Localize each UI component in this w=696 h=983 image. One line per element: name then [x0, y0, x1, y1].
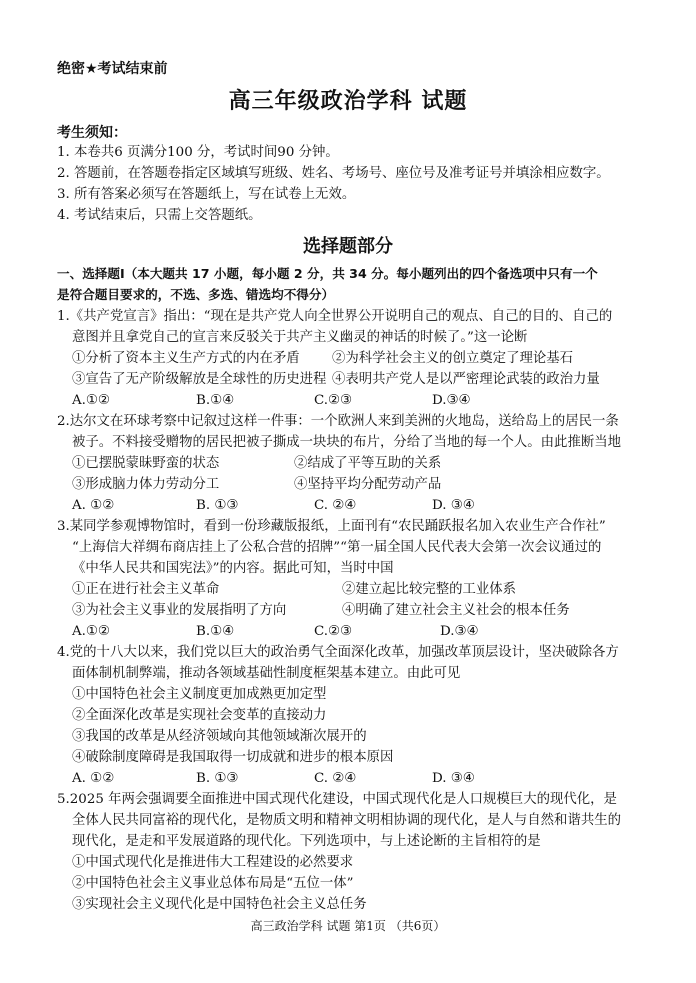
question-5-statement: ③实现社会主义现代化是中国特色社会主义总任务	[72, 897, 367, 912]
part-instruction: 是符合题目要求的，不选、多选、错选均不得分）	[57, 287, 335, 302]
question-3-stem: “上海信大祥绸布商店挂上了公私合营的招牌”“第一届全国人民代表大会第一次会议通过的	[72, 540, 602, 555]
notice-item: 2. 答题前，在答题卷指定区域填写班级、姓名、考场号、座位号及准考证号并填涂相应数字。	[57, 166, 610, 181]
question-3-statement: ②建立起比较完整的工业体系	[342, 582, 517, 597]
question-4-statement: ③我国的改革是从经济领域向其他领域渐次展开的	[72, 729, 367, 744]
question-5-statement: ②中国特色社会主义事业总体布局是“五位一体”	[72, 876, 354, 891]
question-5-stem: 现代化，是走和平发展道路的现代化。下列选项中，与上述论断的主旨相符的是	[72, 834, 541, 849]
question-3-choice-a: A.①②	[72, 624, 110, 639]
question-4-choice-a: A. ①②	[72, 771, 115, 786]
question-2-statement: ①已摆脱蒙昧野蛮的状态	[72, 456, 220, 471]
question-1-stem: 1.《共产党宣言》指出：“现在是共产党人向全世界公开说明自己的观点、自己的目的、自己的	[57, 309, 613, 324]
question-2-choice-a: A. ①②	[72, 498, 115, 513]
question-3-choice-d: D.③④	[440, 624, 479, 639]
question-2-choice-d: D. ③④	[432, 498, 475, 513]
question-5-stem: 5.2025 年两会强调要全面推进中国式现代化建设，中国式现代化是人口规模巨大的现代化，是	[57, 792, 617, 807]
question-1-choice-a: A.①②	[72, 393, 110, 408]
question-1-statement: ④表明共产党人是以严密理论武装的政治力量	[332, 372, 600, 387]
question-2-statement: ②结成了平等互助的关系	[294, 456, 442, 471]
question-4-choice-c: C. ②④	[314, 771, 357, 786]
question-4-stem: 面体制机制弊端，推动各领域基础性制度框架基本建立。由此可见	[72, 666, 461, 681]
question-4-statement: ①中国特色社会主义制度更加成熟更加定型	[72, 687, 327, 702]
question-2-stem: 2.达尔文在环球考察中记叙过这样一件事：一个欧洲人来到美洲的火地岛，送给岛上的居民一条	[57, 414, 619, 429]
page-title: 高三年级政治学科 试题	[228, 89, 468, 114]
question-5-stem: 全体人民共同富裕的现代化，是物质文明和精神文明相协调的现代化，是人与自然和谐共生的	[72, 813, 622, 828]
question-2-choice-c: C. ②④	[314, 498, 357, 513]
question-3-choice-c: C.②③	[314, 624, 353, 639]
question-3-choice-b: B.①④	[196, 624, 235, 639]
question-4-choice-b: B. ①③	[196, 771, 239, 786]
question-5-statement: ①中国式现代化是推进伟大工程建设的必然要求	[72, 855, 354, 870]
question-2-stem: 被子。不料接受赠物的居民把被子撕成一块块的布片，分给了当地的每一个人。由此推断当地	[72, 435, 622, 450]
question-3-statement: ①正在进行社会主义革命	[72, 582, 220, 597]
notice-item: 4. 考试结束后，只需上交答题纸。	[57, 208, 262, 223]
question-4-stem: 4.党的十八大以来，我们党以巨大的政治勇气全面深化改革，加强改革顶层设计，坚决破除各方	[57, 645, 619, 660]
page-footer: 高三政治学科 试题 第1页 （共6页）	[250, 919, 446, 933]
question-2-statement: ④坚持平均分配劳动产品	[294, 477, 442, 492]
question-3-stem: 3.某同学参观博物馆时，看到一份珍藏版报纸，上面刊有“农民踊跃报名加入农业生产合作社”	[57, 519, 606, 534]
question-1-statement: ③宣告了无产阶级解放是全球性的历史进程	[72, 372, 327, 387]
notice-item: 1. 本卷共6 页满分100 分，考试时间90 分钟。	[57, 145, 339, 160]
question-4-statement: ②全面深化改革是实现社会变革的直接动力	[72, 708, 327, 723]
question-1-stem: 意图并且拿党自己的宣言来反驳关于共产主义幽灵的神话的时候了。”这一论断	[72, 330, 528, 345]
question-3-statement: ④明确了建立社会主义社会的根本任务	[342, 603, 570, 618]
part-instruction: 一、选择题Ⅰ（本大题共 17 小题，每小题 2 分，共 34 分。每小题列出的四个备选项中只有一个	[57, 266, 598, 281]
notice-item: 3. 所有答案必须写在答题纸上，写在试卷上无效。	[57, 187, 356, 202]
question-4-statement: ④破除制度障碍是我国取得一切成就和进步的根本原因	[72, 750, 394, 765]
question-2-choice-b: B. ①③	[196, 498, 239, 513]
question-2-statement: ③形成脑力体力劳动分工	[72, 477, 220, 492]
question-4-choice-d: D. ③④	[432, 771, 475, 786]
question-1-choice-d: D.③④	[432, 393, 471, 408]
question-3-statement: ③为社会主义事业的发展指明了方向	[72, 603, 287, 618]
question-1-choice-c: C.②③	[314, 393, 353, 408]
section-title: 选择题部分	[303, 236, 393, 257]
notice-heading: 考生须知：	[57, 125, 127, 141]
question-1-statement: ①分析了资本主义生产方式的内在矛盾	[72, 351, 300, 366]
confidential-label: 绝密★考试结束前	[57, 61, 168, 77]
question-3-stem: 《中华人民共和国宪法》”的内容。据此可知，当时中国	[72, 561, 394, 576]
question-1-choice-b: B.①④	[196, 393, 235, 408]
question-1-statement: ②为科学社会主义的创立奠定了理论基石	[332, 351, 574, 366]
